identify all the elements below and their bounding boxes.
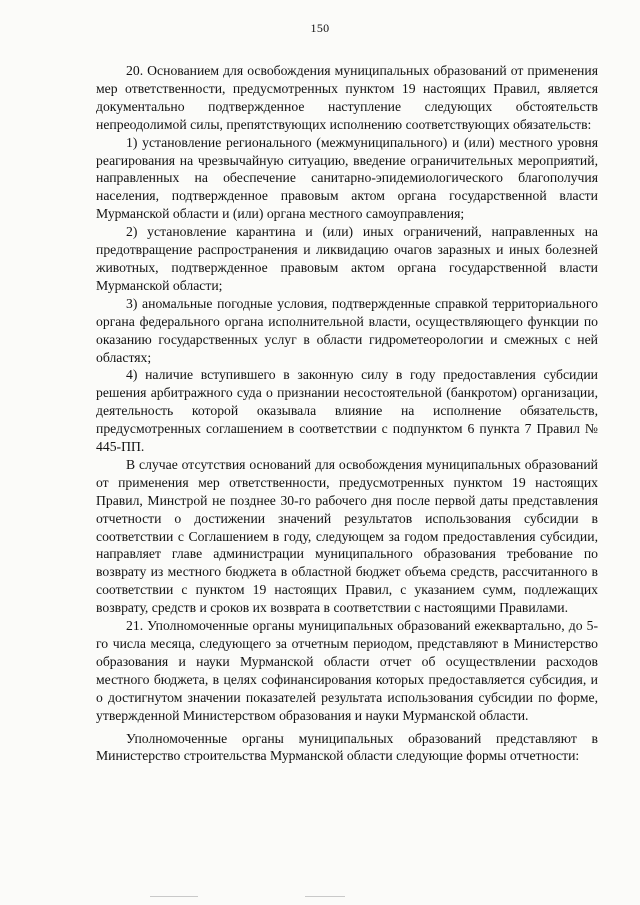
list-item-1: 1) установление регионального (межмуниципального) и (или) местного уровня реагирования на чрезвычайную ситуацию, введение ограничительных мероприятий, направленных на обеспечение санитарно-эпидемиологического благополучия населения, подтвержденное правовым актом органа государственной власти Мурманской области и (или) органа местного самоуправления;	[96, 134, 598, 222]
paragraph-reporting-forms: Уполномоченные органы муниципальных образований представляют в Министерство строительства Мурманской области следующие формы отчетности:	[96, 730, 598, 764]
page-number: 150	[310, 21, 330, 35]
list-item-4: 4) наличие вступившего в законную силу в году предоставления субсидии решения арбитражного суда о признании несостоятельной (банкротом) организации, деятельность которой оказывала влияние на исполнение обязательств, предусмотренных соглашением в соответствии с подпунктом 6 пункта 7 Правил № 445-ПП.	[96, 367, 598, 455]
document-body	[96, 62, 598, 765]
list-item-3: 3) аномальные погодные условия, подтвержденные справкой территориального органа федерального органа исполнительной власти, осуществляющего функции по оказанию государственных услуг в области гидрометеорологии и смежных с ней областях;	[96, 295, 598, 365]
scan-artifact-line	[305, 896, 345, 897]
paragraph-clause-20: 20. Основанием для освобождения муниципальных образований от применения мер ответственности, предусмотренных пунктом 19 настоящих Правил, является документально подтвержденное наступление следующих обстоятельств непреодолимой силы, препятствующих исполнению соответствующих обязательств:	[96, 63, 598, 132]
paragraph-clause-21: 21. Уполномоченные органы муниципальных образований ежеквартально, до 5-го числа месяца, следующего за отчетным периодом, представляют в Министерство образования и науки Мурманской области отчет об осуществлении расходов местного бюджета, в целях софинансирования которых предоставляется субсидия, и о достигнутом значении показателей результата использования субсидии по форме, утвержденной Министерством образования и науки Мурманской области.	[96, 618, 598, 723]
scan-artifact-line	[150, 896, 198, 897]
paragraph-refund-requirement: В случае отсутствия оснований для освобождения муниципальных образований от применения мер ответственности, предусмотренных пунктом 19 настоящих Правил, Минстрой не позднее 30-го рабочего дня после первой даты представления отчетности о достижении значений результатов использования субсидии в соответствии с Соглашением в году, следующем за годом предоставления субсидии, направляет главе администрации муниципального образования требование по возврату из местного бюджета в областной бюджет объема средств, рассчитанного в соответствии с пунктом 19 настоящих Правил, с указанием сумм, подлежащих возврату, средств и сроков их возврата в соответствии с настоящими Правилами.	[96, 456, 598, 616]
list-item-2: 2) установление карантина и (или) иных ограничений, направленных на предотвращение распространения и ликвидацию очагов заразных и иных болезней животных, подтвержденное правовым актом органа государственной власти Мурманской области;	[96, 224, 598, 293]
